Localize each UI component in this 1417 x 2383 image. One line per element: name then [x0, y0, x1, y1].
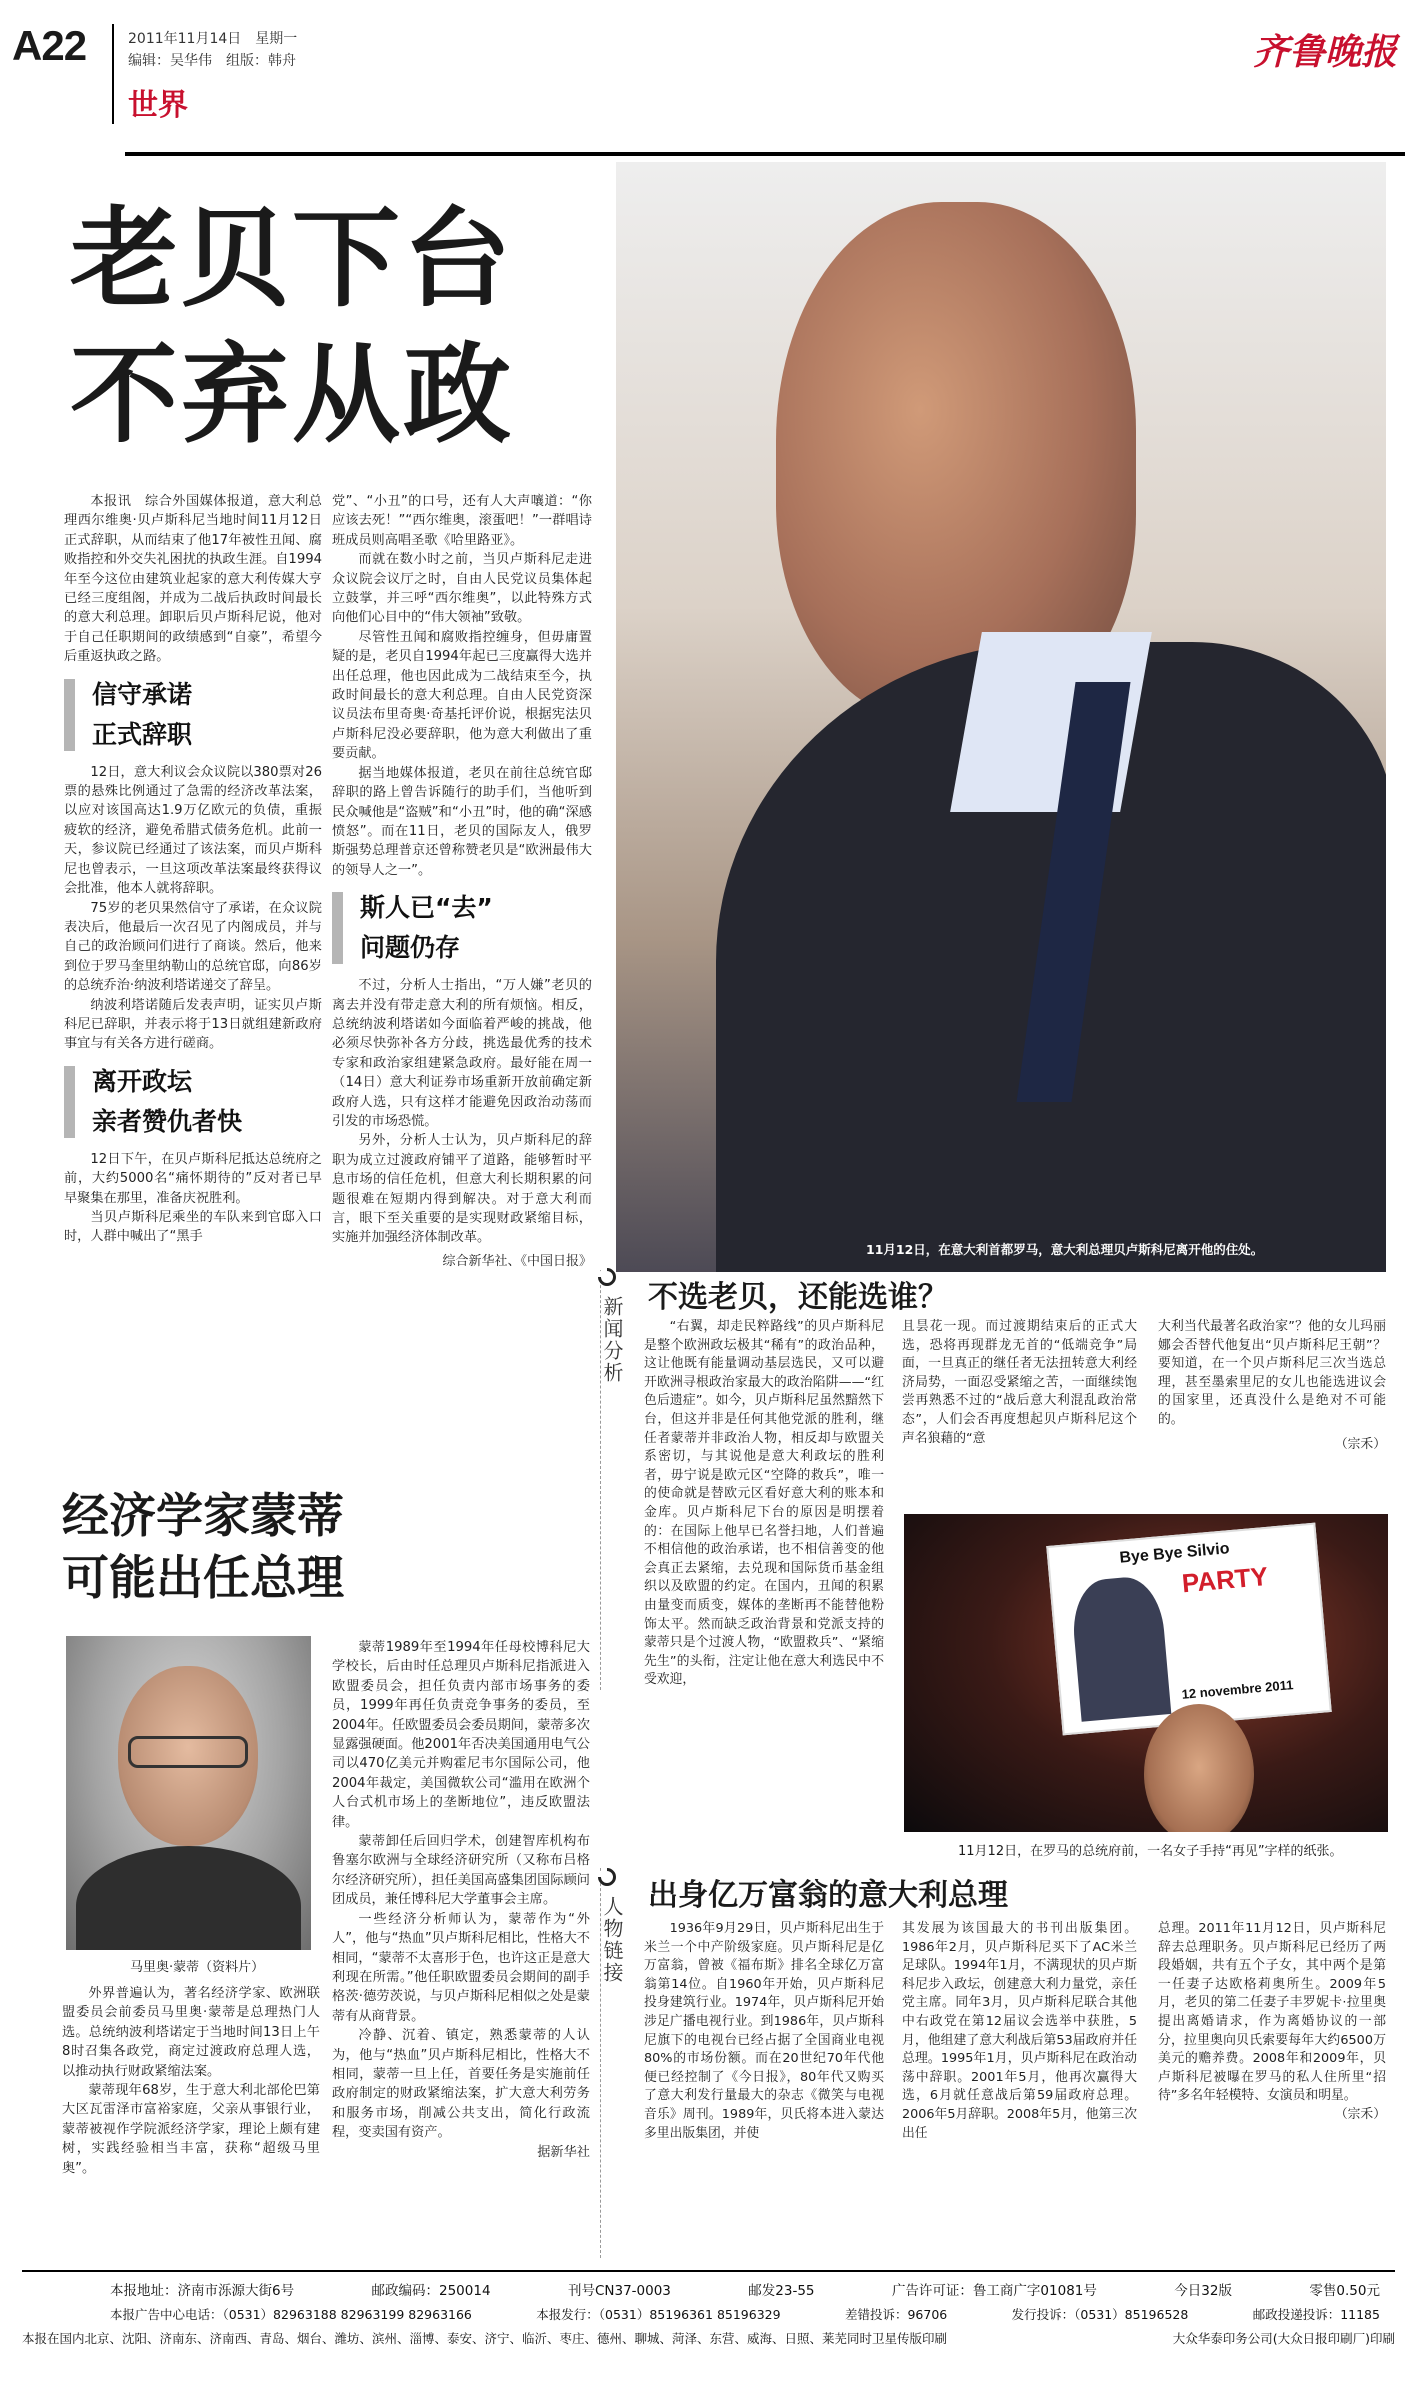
subhead-problems: 斯人已“去” 问题仍存 [332, 888, 592, 968]
lead-paragraph: 纳波利塔诺随后发表声明，证实贝卢斯科尼已辞职，并表示将于13日就组建新政府事宜与有关各方进行磋商。 [64, 997, 322, 1052]
profile-column-1: 1936年9月29日，贝卢斯科尼出生于米兰一个中产阶级家庭。贝卢斯科尼是亿万富翁，曾被《福布斯》排名全球亿万富翁第14位。自1960年开始，贝卢斯科尼投身建筑行业。1974年，贝卢斯科尼开始涉足广播电视行业。到1986年，贝卢斯科尼旗下的电视台已经占据了全国商业电视80%的市场份额。而在20世纪70年代他便已经控制了《今日报》，80年代又购买了意大利发行量最大的杂志《微笑与电视音乐》周刊。1989年，贝氏将本进入蒙达多里出版集团，并使 [644, 1921, 884, 2141]
profile-label: 人物链接 [598, 1868, 627, 1984]
profile-credit: （宗禾） [1334, 2106, 1386, 2122]
monti-headline-line2: 可能出任总理 [62, 1551, 344, 1606]
lead-paragraph: 12日下午，在贝卢斯科尼抵达总统府之前，大约5000名“痛怀期待的”反对者已早早聚集在那里，准备庆祝胜利。 [64, 1151, 322, 1206]
monti-credit: 据新华社 [537, 2144, 590, 2160]
lead-headline-line2: 不弃从政 [70, 333, 515, 458]
section-bullet-icon [594, 1264, 619, 1289]
main-photo [616, 162, 1386, 1272]
lead-paragraph: 据当地媒体报道，老贝在前往总统官邸辞职的路上曾告诉随行的助手们，当他听到民众喊他是“盗贼”和“小丑”时，他的确“深感愤怒”。而在11日，老贝的国际友人，俄罗斯强势总理普京还曾称赞老贝是“欧洲最伟大的领导人之一”。 [332, 765, 592, 878]
monti-column-2: 蒙蒂1989年至1994年任母校博科尼大学校长，后由时任总理贝卢斯科尼指派进入欧盟委员会，担任负责内部市场事务的委员，1999年再任负责竞争事务的委员，至2004年。任欧盟委员会委员期间，蒙蒂多次显露强硬面。他2001年否决美国通用电气公司以470亿美元并购霍尼韦尔国际公司，他2004年裁定，美国微软公司“滥用在欧洲个人台式机市场上的垄断地位”，违反欧盟法律。 蒙蒂卸任后回归学术，创建智库机构布鲁塞尔欧洲与全球经济研究所（又称布吕格尔经济研究所），担任美国高盛集团国际顾问团成员，兼任博科尼大学董事会主席。 一些经济分析师认为，蒙蒂作为“外人”，他与“热血”贝卢斯科尼相比，性格大不相同，“蒙蒂不太喜形于色，也许这正是意大利现在所需。”他任职欧盟委员会期间的副手格茨·德劳茨说，与贝卢斯科尼相似之处是蒙蒂有从商背景。 冷静、沉着、镇定，熟悉蒙蒂的人认为，他与“热血”贝卢斯科尼相比，性格大不相同，蒙蒂一旦上任，首要任务是实施前任政府制定的财政紧缩法案，扩大意大利劳务和服务市场，削减公共支出，简化行政流程，变卖国有资产。 据新华社 [332, 1638, 590, 2258]
photo-caption: 11月12日，在意大利首都罗马，意大利总理贝卢斯科尼离开他的住处。 [866, 1242, 1264, 1257]
editor-line: 编辑：吴华伟 组版：韩舟 [128, 53, 296, 69]
footer-line-1: 本报地址：济南市泺源大街6号 邮政编码：250014 刊号CN37-0003 邮发23-55 广告许可证：鲁工商广字01081号 今日32版 零售0.50元 [110, 2283, 1380, 2299]
section-name: 世界 [128, 88, 188, 123]
monti-column-1: 外界普遍认为，著名经济学家、欧洲联盟委员会前委员马里奥·蒙蒂是总理热门人选。总统纳波利塔诺定于当地时间13日上午8时召集各政党，商定过渡政府总理人选，以推动执行财政紧缩法案。 蒙蒂现年68岁，生于意大利北部伦巴第大区瓦雷泽市富裕家庭，父亲从事银行业，蒙蒂被视作学院派经济学家，理论上颇有建树，实践经验相当丰富，获称“超级马里奥”。 [62, 1986, 320, 2176]
lead-paragraph: 75岁的老贝果然信守了承诺，在众议院表决后，他最后一次召见了内阁成员，并与自己的政治顾问们进行了商谈。然后，他来到位于罗马奎里纳勒山的总统官邸，向86岁的总统乔治·纳波利塔诺递交了辞呈。 [64, 900, 322, 994]
lead-column-1 [64, 492, 322, 1507]
lead-paragraph: 尽管性丑闻和腐败指控缠身，但毋庸置疑的是，老贝自1994年起已三度赢得大选并出任总理，他也因此成为二战结束至今，执政时间最长的意大利总理。自由人民党资深议员法布里奇奥·奇基托评价说，根据宪法贝卢斯科尼没必要辞职，他为意大利做出了重要贡献。 [332, 629, 592, 762]
lead-paragraph: 本报讯 综合外国媒体报道，意大利总理西尔维奥·贝卢斯科尼当地时间11月12日正式辞职，从而结束了他17年被性丑闻、腐败指控和外交失礼困扰的执政生涯。自1994年至今这位由建筑业起家的意大利传媒大亨已经三度组阁，并成为二战后执政时间最长的意大利总理。卸职后贝卢斯科尼说，他对于自己任职期间的政绩感到“自豪”，希望今后重返执政之路。 [64, 494, 322, 665]
sign-figure [1069, 1574, 1171, 1721]
lead-column-2 [332, 492, 592, 1507]
page-number: A22 [12, 22, 87, 69]
glasses-icon [128, 1736, 248, 1768]
lead-credit: 综合新华社、《中国日报》 [442, 1253, 592, 1269]
monti-suit [76, 1846, 301, 1950]
sign-top-text: Bye Bye Silvio [1118, 1540, 1231, 1567]
protest-photo [904, 1514, 1388, 1832]
protest-caption: 11月12日，在罗马的总统府前，一名女子手持“再见”字样的纸张。 [958, 1844, 1343, 1859]
section-bullet-icon [594, 1864, 619, 1889]
analysis-headline: 不选老贝，还能选谁？ [648, 1280, 948, 1315]
profile-column-2: 其发展为该国最大的书刊出版集团。1986年2月，贝卢斯科尼买下了AC米兰足球队。1994年1月，不满现状的贝卢斯科尼步入政坛，创建意大利力量党，亲任党主席。同年3月，贝卢斯科尼联合其他中右政党在第12届议会选举中获胜，5月，他组建了意大利战后第53届政府并任总理。1995年1月，贝卢斯科尼在政治动荡中辞职。2001年5月，他再次赢得大选，6月就任意战后第59届政府总理。2006年5月辞职。2008年5月，他第三次出任 [902, 1921, 1137, 2141]
footer-line-3: 本报在国内北京、沈阳、济南东、济南西、青岛、烟台、潍坊、滨州、淄博、泰安、济宁、临沂、枣庄、德州、聊城、菏泽、东营、威海、日照、莱芜同时卫星传版印刷 大众华泰印务公司(大众日报印刷厂)印刷 [22, 2331, 1395, 2346]
newspaper-logo: 齐鲁晚报 [1252, 31, 1397, 73]
subhead-leaving: 离开政坛 亲者赞仇者快 [64, 1062, 322, 1142]
monti-headline-line1: 经济学家蒙蒂 [62, 1489, 344, 1544]
issue-date: 2011年11月14日 星期一 [128, 31, 298, 47]
sign-main-text: PARTY [1180, 1560, 1270, 1599]
footer-line-2: 本报广告中心电话：（0531）82963188 82963199 82963166 本报发行：（0531）85196361 85196329 差错投诉：96706 发行投诉：（0531）85196528 邮政投递投诉：11185 [110, 2307, 1380, 2322]
monti-photo [66, 1636, 311, 1950]
analysis-column-2: 且昙花一现。而过渡期结束后的正式大选，恐将再现群龙无首的“低端竞争”局面，一旦真正的继任者无法扭转意大利经济局势，一面忍受紧缩之苦，一面继续饱尝再熟悉不过的“战后意大利混乱政治常态”，人们会否再度想起贝卢斯科尼这个声名狼藉的“意 [902, 1319, 1137, 1446]
monti-photo-caption: 马里奥·蒙蒂（资料片） [130, 1960, 265, 1975]
profile-column-3: 总理。2011年11月12日，贝卢斯科尼辞去总理职务。贝卢斯科尼已经历了两段婚姻，共有五个子女，其中两个是第一任妻子达欧格莉奥所生。2009年5月，老贝的第二任妻子丰罗妮卡·拉里奥提出离婚请求，作为离婚协议的一部分，拉里奥向贝氏索要每年大约6500万美元的赡养费。2008年和2009年，贝卢斯科尼被曝在罗马的私人住所里“招待”多名年轻模特、女演员和明星。 （宗禾） [1158, 1920, 1386, 2255]
lead-paragraph: 党”、“小丑”的口号，还有人大声嚷道：“你应该去死！”“西尔维奥，滚蛋吧！”一群唱诗班成员则高唱圣歌《哈里路亚》。 [332, 494, 592, 548]
lead-paragraph: 12日，意大利议会众议院以380票对26票的悬殊比例通过了急需的经济改革法案，以应对该国高达1.9万亿欧元的负债，重振疲软的经济，避免希腊式债务危机。此前一天，参议院已经通过了该法案，而贝卢斯科尼也曾表示，一旦这项改革法案最终获得议会批准，他本人就将辞职。 [64, 764, 322, 897]
lead-paragraph: 而就在数小时之前，当贝卢斯科尼走进众议院会议厅之时，自由人民党议员集体起立鼓掌，并三呼“西尔维奥”，以此特殊方式向他们心目中的“伟大领袖”致敬。 [332, 552, 592, 626]
protester-face [1144, 1704, 1254, 1832]
lead-paragraph: 另外，分析人士认为，贝卢斯科尼的辞职为成立过渡政府铺平了道路，能够暂时平息市场的信任危机，但意大利长期积累的问题很难在短期内得到解决。对于意大利而言，眼下至关重要的是实现财政紧缩目标，实施并加强经济体制改革。 [332, 1133, 592, 1246]
analysis-column-1: “右翼，却走民粹路线”的贝卢斯科尼是整个欧洲政坛极其“稀有”的政治品种，这让他既有能量调动基层选民，又可以避开欧洲寻根政治家最大的政治陷阱——“红色后遗症”。如今，贝卢斯科尼虽然黯然下台，但这并非是任何其他党派的胜利，继任者蒙蒂并非政治人物，相反却与欧盟关系密切，与其说他是意大利政坛的胜利者，毋宁说是欧元区“空降的救兵”，唯一的使命就是替欧元区看好意大利的账本和金库。贝卢斯科尼下台的原因是明摆着的：在国际上他早已名誉扫地，人们普遍不相信他的政治承诺，也不相信善变的他会真正去紧缩，去兑现和国际货币基金组织以及欧盟的约定。在国内，丑闻的积累由量变而质变，媒体的垄断再不能替他粉饰太平。然而缺乏政治背景和党派支持的蒙蒂只是个过渡人物，“欧盟救兵”、“紧缩先生”的头衔，注定让他在意大利选民中不受欢迎， [644, 1319, 884, 1688]
analysis-credit: （宗禾） [1334, 1436, 1386, 1452]
lead-paragraph: 不过，分析人士指出，“万人嫌”老贝的离去并没有带走意大利的所有烦恼。相反，总统纳波利塔诺如今面临着严峻的挑战，他必须尽快弥补各方分歧，挑选最优秀的技术专家和政治家组建紧急政府。最好能在周一（14日）意大利证券市场重新开放前确定新政府人选，只有这样才能避免因政治动荡而引发的市场恐慌。 [332, 978, 592, 1129]
protest-sign [1046, 1523, 1332, 1736]
lead-paragraph: 当贝卢斯科尼乘坐的车队来到官邸入口时，人群中喊出了“黑手 [64, 1209, 322, 1245]
subhead-promise: 信守承诺 正式辞职 [64, 675, 322, 755]
sign-date-text: 12 novembre 2011 [1181, 1677, 1294, 1702]
analysis-column-3: 大利当代最著名政治家”？他的女儿玛丽娜会否替代他复出“贝卢斯科尼王朝”？要知道，在一个贝卢斯科尼三次当选总理，甚至墨索里尼的女儿也能选进议会的国家里，还真没什么是绝对不可能的。 （宗禾） [1158, 1318, 1386, 1518]
analysis-label: 新闻分析 [598, 1268, 627, 1384]
profile-headline: 出身亿万富翁的意大利总理 [648, 1878, 1008, 1913]
lead-headline-line1: 老贝下台 [70, 197, 515, 322]
